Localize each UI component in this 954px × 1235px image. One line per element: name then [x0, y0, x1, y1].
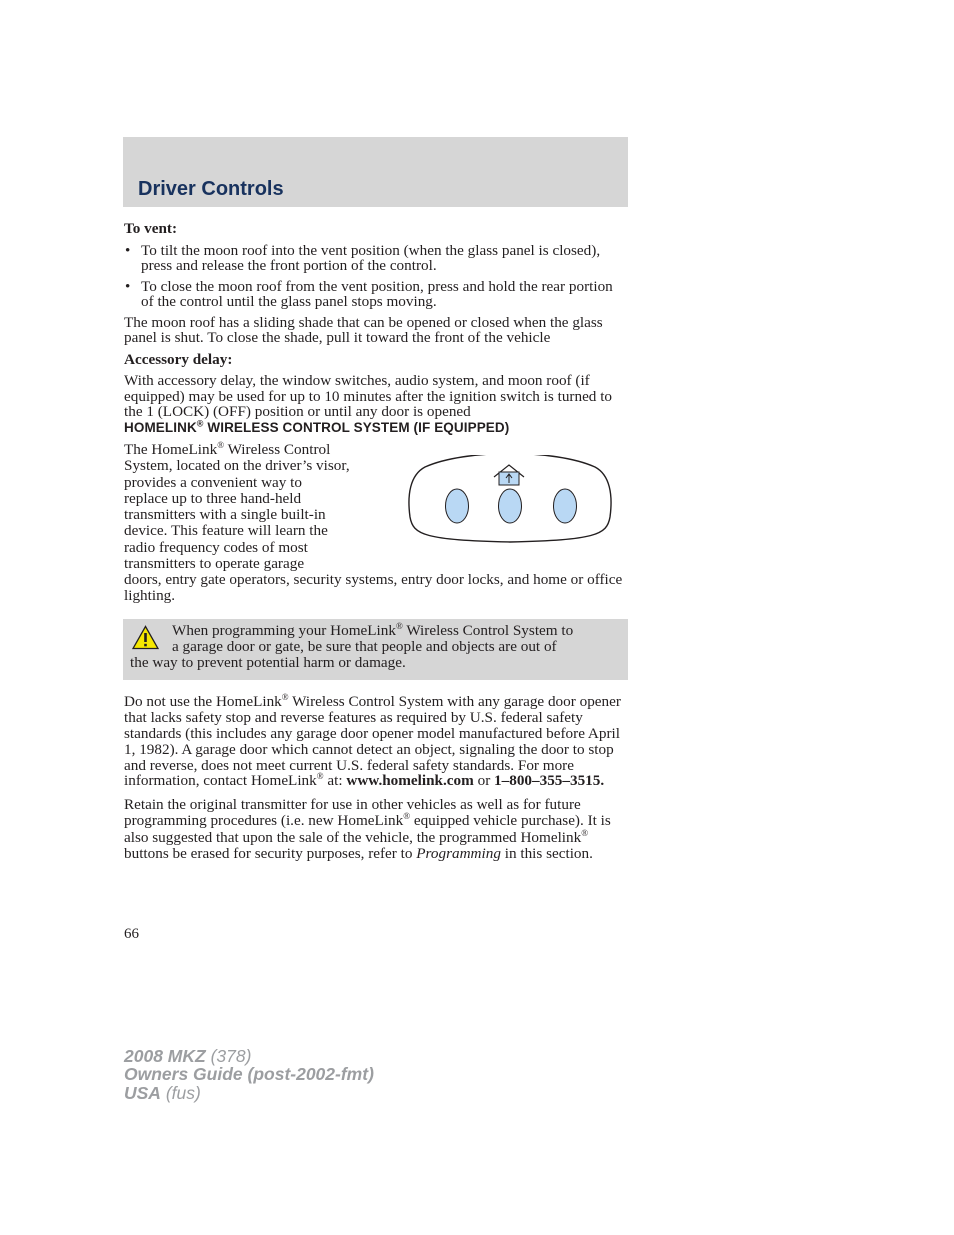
warning-text: When programming your HomeLink: [172, 621, 396, 639]
intro-line: The HomeLink: [124, 441, 218, 458]
page-content: [124, 221, 628, 862]
homelink-website: www.homelink.com: [346, 772, 474, 790]
registered-mark: ®: [316, 771, 324, 782]
registered-mark: ®: [403, 811, 411, 822]
section-title: Driver Controls: [138, 178, 284, 200]
registered-mark: ®: [581, 827, 589, 838]
programming-reference: Programming: [416, 844, 501, 862]
intro-line: transmitters with a single built-in: [124, 506, 326, 524]
shade-paragraph: The moon roof has a sliding shade that can be opened or closed when the glass panel is shut. To close the shade, pull it toward the front of the vehicle: [124, 313, 603, 346]
intro-line: radio frequency codes of most: [124, 538, 308, 556]
vent-bullet-list: [124, 243, 628, 310]
homelink-intro-rest: doors, entry gate operators, security systems, entry door locks, and home or office lighting.: [124, 571, 623, 604]
footer-market: USA: [124, 1082, 161, 1103]
warning-triangle-icon: [132, 625, 159, 650]
accessory-paragraph: With accessory delay, the window switches, audio system, and moon roof (if equipped) may be used for up to 10 minutes after the ignition switch is turned to the 1 (LOCK) (OFF) position or until any door is opened: [124, 372, 613, 420]
intro-line: replace up to three hand-held: [124, 489, 302, 507]
homelink-intro-wrapped-text: [124, 439, 380, 573]
safety-text: at:: [323, 772, 347, 790]
retain-transmitter-paragraph: [124, 797, 628, 862]
footer-model-line: [124, 1047, 374, 1065]
homelink-heading-text: HOMELINK: [124, 419, 197, 435]
bullet-text: To close the moon roof from the vent position, press and hold the rear portion of the control until the glass panel stops moving.: [141, 277, 613, 310]
registered-mark: ®: [281, 692, 289, 703]
footer-model-code: (378): [205, 1046, 252, 1066]
bullet-text: To tilt the moon roof into the vent position (when the glass panel is closed), press and release the front portion of the control.: [141, 241, 601, 274]
retain-text: in this section.: [500, 844, 593, 862]
homelink-heading: [124, 420, 628, 436]
retain-text: Retain the original transmitter for use in other vehicles as well as for future programming procedures (i.e. new HomeLink: [124, 796, 581, 830]
homelink-phone: 1–800–355–3515.: [494, 772, 605, 790]
safety-text: Do not use the HomeLink: [124, 693, 282, 711]
warning-box: [123, 619, 628, 681]
footer-model: 2008 MKZ: [124, 1046, 206, 1066]
registered-mark: ®: [217, 439, 225, 450]
warning-text-rest: Wireless Control System to: [402, 621, 574, 639]
document-footer: [124, 1047, 374, 1102]
retain-text: buttons be erased for security purposes, refer to: [124, 844, 417, 862]
footer-guide-line: Owners Guide (post-2002-fmt): [124, 1064, 374, 1085]
intro-line: device. This feature will learn the: [124, 522, 328, 540]
homelink-button-1: [446, 489, 469, 523]
intro-line: System, located on the driver’s visor,: [124, 457, 350, 475]
homelink-buttons-illustration: [405, 455, 615, 550]
registered-mark: ®: [395, 620, 403, 631]
accessory-heading: Accessory delay:: [124, 350, 233, 368]
footer-market-code: (fus): [160, 1082, 201, 1103]
page-number: 66: [124, 926, 139, 942]
intro-line: transmitters to operate garage: [124, 555, 305, 573]
homelink-button-2: [499, 489, 522, 523]
homelink-heading-text-rest: WIRELESS CONTROL SYSTEM (IF EQUIPPED): [203, 419, 510, 435]
homelink-intro: [124, 439, 628, 604]
safety-paragraph: [124, 694, 628, 789]
bullet-icon: •: [125, 241, 131, 259]
safety-text: or: [473, 772, 495, 790]
intro-line: Wireless Control: [224, 441, 331, 458]
list-item: [124, 243, 628, 274]
warning-text-line-3: the way to prevent potential harm or damage.: [130, 654, 406, 672]
safety-text: Wireless Control System with any garage door opener that lacks safety stop and reverse features as required by U.S. federal safety standards (this includes any garage door opener model manufactured before April 1, 1982). A garage door which cannot detect an object, signaling the door to stop and reverse, does not meet current U.S. federal safety standards. For more information, contact HomeLink: [124, 693, 621, 790]
warning-text-line-2: a garage door or gate, be sure that people and objects are out of: [172, 637, 557, 655]
intro-line: provides a convenient way to: [124, 473, 302, 491]
list-item: [124, 279, 628, 310]
homelink-button-3: [554, 489, 577, 523]
bullet-icon: •: [125, 277, 131, 295]
registered-mark: ®: [196, 418, 204, 428]
footer-market-line: [124, 1084, 374, 1102]
retain-text: equipped vehicle purchase). It is also suggested that upon the sale of the vehicle, the programmed Homelink: [124, 812, 611, 846]
vent-heading: To vent:: [124, 220, 178, 237]
section-header-bar: [123, 137, 628, 207]
